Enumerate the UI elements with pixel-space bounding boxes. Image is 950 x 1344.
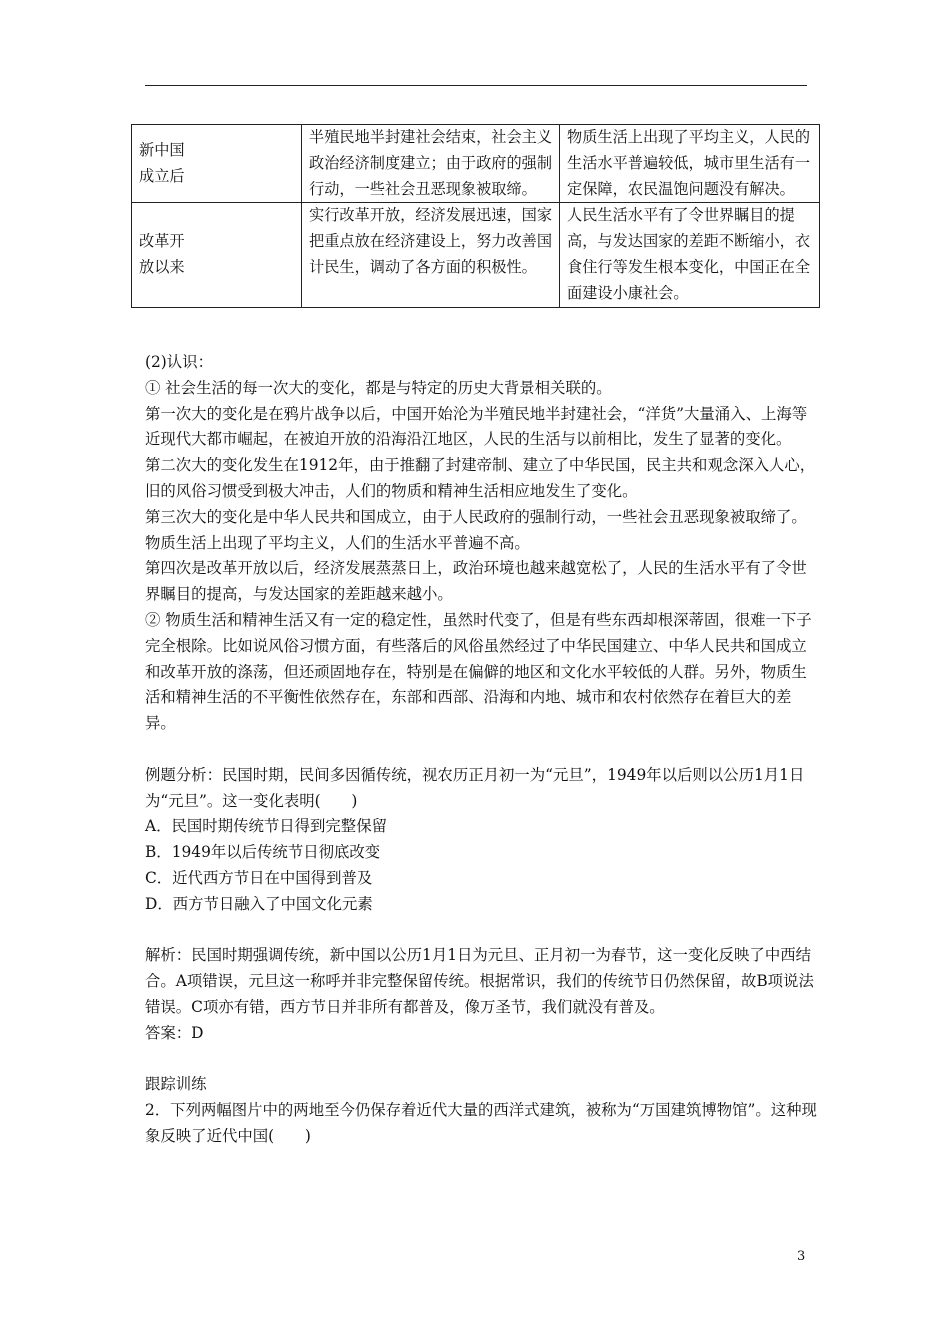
option-b: B．1949年以后传统节日彻底改变 [145,843,381,862]
era-line: 新中国 [139,140,185,159]
table-row [132,203,820,307]
example-question: 例题分析：民国时期，民间多因循传统，视农历正月初一为“元旦”，1949年以后则以公历1月1日为“元旦”。这一变化表明( ) [145,765,805,810]
practice-question: 2．下列两幅图片中的两地至今仍保存着近代大量的西洋式建筑，被称为“万国建筑博物馆”。这种现象反映了近代中国( ) [145,1101,817,1145]
answer: 答案：D [145,1023,204,1042]
point-one-title: ① 社会生活的每一次大的变化，都是与特定的历史大背景相关联的。 [145,378,612,397]
option-a: A．民国时期传统节日得到完整保留 [145,817,387,836]
era-cell [132,125,302,203]
option-d: D．西方节日融入了中国文化元素 [145,894,373,913]
paragraph: 第一次大的变化是在鸦片战争以后，中国开始沦为半殖民地半封建社会，“洋货”大量涌入、上海等近现代大都市崛起，在被迫开放的沿海沿江地区，人民的生活与以前相比，发生了显著的变化。 [145,404,808,449]
era-line: 放以来 [139,257,185,276]
paragraph: 第二次大的变化发生在1912年，由于推翻了封建帝制、建立了中华民国，民主共和观念深入人心，旧的风俗习惯受到极大冲击，人们的物质和精神生活相应地发生了变化。 [145,456,816,500]
analysis: 解析：民国时期强调传统，新中国以公历1月1日为元旦、正月初一为春节，这一变化反映了中西结合。A项错误，元旦这一称呼并非完整保留传统。根据常识，我们的传统节日仍然保留，故B项说法错误。C项亦有错，西方节日并非所有都普及，像万圣节，我们就没有普及。 [145,946,814,1016]
life-cell: 物质生活上出现了平均主义，人民的生活水平普遍较低，城市里生活有一定保障，农民温饱问题没有解决。 [560,125,820,203]
option-c: C．近代西方节日在中国得到普及 [145,868,373,887]
era-line: 改革开 [139,232,185,251]
paragraph: 第三次大的变化是中华人民共和国成立，由于人民政府的强制行动，一些社会丑恶现象被取缔了。物质生活上出现了平均主义，人们的生活水平普遍不高。 [145,507,807,552]
point-two: ② 物质生活和精神生活又有一定的稳定性，虽然时代变了，但是有些东西却根深蒂固，很难一下子完全根除。比如说风俗习惯方面，有些落后的风俗虽然经过了中华民国建立、中华人民共和国成立和改革开放的涤荡，但还顽固地存在，特别是在偏僻的地区和文化水平较低的人群。另外，物质生活和精神生活的不平衡性依然存在，东部和西部、沿海和内地、城市和农村依然存在着巨大的差异。 [145,610,812,733]
understanding-heading: (2)认识： [145,353,213,371]
page-number: 3 [797,1249,806,1264]
life-cell: 人民生活水平有了令世界瞩目的提高，与发达国家的差距不断缩小，衣食住行等发生根本变化，中国正在全面建设小康社会。 [560,203,820,307]
body-text [145,350,820,1150]
comparison-table [131,124,820,308]
era-cell [132,203,302,307]
background-cell: 半殖民地半封建社会结束，社会主义政治经济制度建立；由于政府的强制行动，一些社会丑恶现象被取缔。 [302,125,560,203]
era-line: 成立后 [139,166,185,185]
practice-heading: 跟踪训练 [145,1075,207,1094]
paragraph: 第四次是改革开放以后，经济发展蒸蒸日上，政治环境也越来越宽松了，人民的生活水平有了令世界瞩目的提高，与发达国家的差距越来越小。 [145,559,807,604]
header-rule [145,85,807,86]
table-row [132,125,820,203]
background-cell: 实行改革开放，经济发展迅速，国家把重点放在经济建设上，努力改善国计民生，调动了各方面的积极性。 [302,203,560,307]
